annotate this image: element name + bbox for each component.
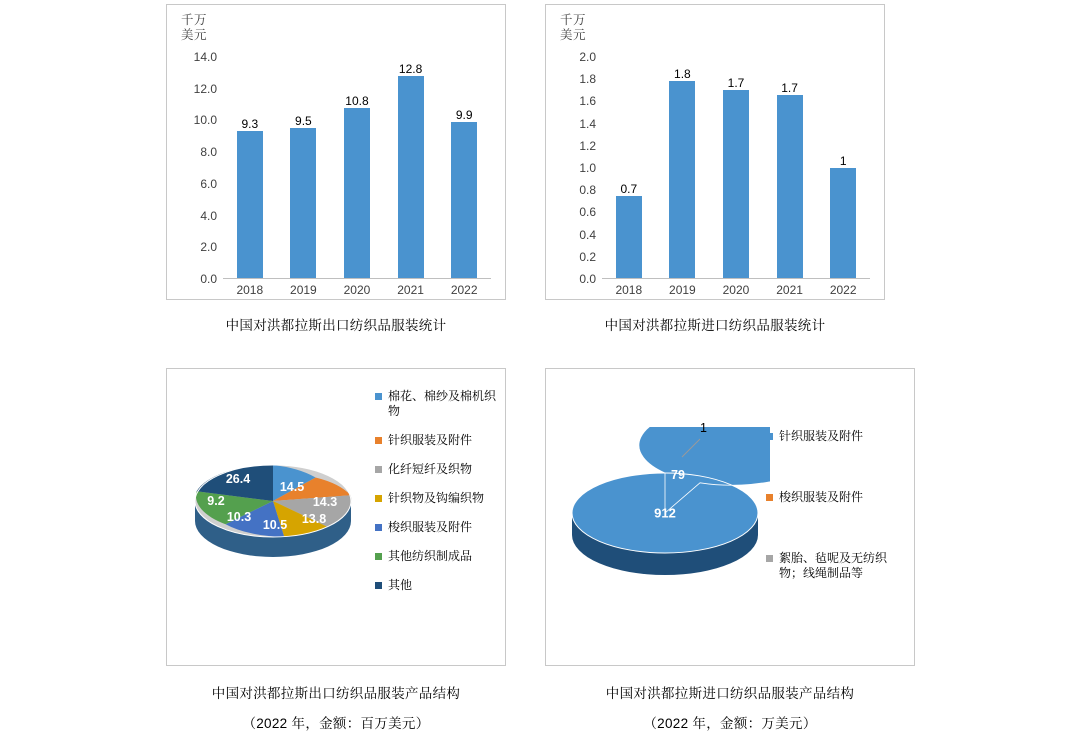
bar-2021 xyxy=(398,76,424,278)
x-label: 2018 xyxy=(236,283,264,297)
export-pie-graphic xyxy=(183,439,363,579)
import-ytick: 2.0 xyxy=(579,50,596,64)
import-ytick: 0.4 xyxy=(579,227,596,242)
legend-label: 絮胎、毡呢及无纺织物；线绳制品等 xyxy=(779,551,888,580)
pie-slice-value: 26.4 xyxy=(225,472,251,486)
bar-2020 xyxy=(344,108,370,278)
legend-label: 梭织服装及附件 xyxy=(388,520,473,534)
export-pie-caption-line1: 中国对洪都拉斯出口纺织品服装产品结构 xyxy=(211,686,461,701)
bar-2021 xyxy=(777,95,803,278)
bar-item xyxy=(763,57,817,278)
legend-item[interactable] xyxy=(375,491,505,506)
x-label: 2021 xyxy=(397,283,424,297)
legend-item[interactable] xyxy=(375,578,505,593)
x-label: 2019 xyxy=(669,283,696,297)
legend-item[interactable] xyxy=(375,433,505,448)
export-pie-legend xyxy=(375,389,505,607)
legend-item[interactable] xyxy=(766,551,906,581)
export-x-axis-labels xyxy=(223,283,491,297)
import-pie-caption-line1: 中国对洪都拉斯进口纺织品服装产品结构 xyxy=(605,686,855,701)
x-label: 2022 xyxy=(829,283,857,297)
bar-item xyxy=(656,57,710,278)
import-x-axis-labels xyxy=(602,283,870,297)
export-chart-unit-label: 千万 美元 xyxy=(181,13,208,42)
legend-item[interactable] xyxy=(375,462,505,477)
import-ytick: 1.8 xyxy=(579,72,596,87)
import-chart-unit-label: 千万 美元 xyxy=(560,13,587,42)
bar-2019 xyxy=(669,81,695,278)
legend-swatch-icon xyxy=(766,494,773,501)
export-ytick: 4.0 xyxy=(200,208,217,223)
bar-item xyxy=(223,57,277,278)
legend-swatch-icon xyxy=(375,466,382,473)
legend-item[interactable] xyxy=(766,490,906,505)
import-bars xyxy=(602,57,870,278)
pie-slice-value: 10.3 xyxy=(226,510,252,524)
legend-label: 梭织服装及附件 xyxy=(779,490,864,504)
export-pie-svg xyxy=(183,439,363,579)
export-bars xyxy=(223,57,491,278)
export-ytick: 10.0 xyxy=(193,113,217,128)
bar-2022 xyxy=(830,168,856,279)
legend-label: 针织物及钩编织物 xyxy=(388,491,485,505)
pie-callout-value: 1 xyxy=(700,421,707,435)
pie-slice-value: 14.5 xyxy=(279,480,305,494)
legend-swatch-icon xyxy=(375,437,382,444)
x-label: 2018 xyxy=(615,283,643,297)
legend-item[interactable] xyxy=(766,429,906,444)
legend-swatch-icon xyxy=(766,433,773,440)
import-bar-chart-panel xyxy=(545,4,885,300)
export-pie-chart-panel xyxy=(166,368,506,666)
export-axis-line xyxy=(223,278,491,279)
pie-slice-value: 9.2 xyxy=(207,494,225,508)
x-label: 2022 xyxy=(450,283,478,297)
bar-2022 xyxy=(451,122,477,278)
bar-value-label: 1 xyxy=(839,153,847,168)
bar-item xyxy=(709,57,763,278)
export-ytick: 6.0 xyxy=(200,176,217,191)
bar-value-label: 9.3 xyxy=(241,117,259,132)
legend-label: 棉花、棉纱及棉机织物 xyxy=(388,389,497,418)
import-pie-chart-panel xyxy=(545,368,915,666)
legend-swatch-icon xyxy=(375,582,382,589)
import-pie-legend xyxy=(766,429,906,595)
import-axis-line xyxy=(602,278,870,279)
import-pie-graphic xyxy=(560,421,770,587)
legend-swatch-icon xyxy=(375,393,382,400)
bar-value-label: 12.8 xyxy=(398,62,423,77)
import-ytick: 1.4 xyxy=(579,116,596,131)
bar-value-label: 1.7 xyxy=(781,80,798,95)
export-ytick: 12.0 xyxy=(193,81,217,96)
export-ytick: 8.0 xyxy=(200,145,217,160)
import-ytick: 0.6 xyxy=(579,205,596,220)
x-label: 2020 xyxy=(722,283,750,297)
bar-value-label: 1.8 xyxy=(674,67,691,82)
export-bar-chart-panel xyxy=(166,4,506,300)
pie-slice-value: 10.5 xyxy=(262,518,288,532)
pie-slice-value: 14.3 xyxy=(312,495,338,509)
import-bar-chart-caption: 中国对洪都拉斯进口纺织品服装统计 xyxy=(604,318,826,333)
bar-value-label: 10.8 xyxy=(345,93,369,108)
x-label: 2021 xyxy=(776,283,803,297)
bar-item xyxy=(384,57,438,278)
bar-value-label: 9.9 xyxy=(455,107,473,122)
export-bar-chart-caption: 中国对洪都拉斯出口纺织品服装统计 xyxy=(225,318,447,333)
bar-item xyxy=(816,57,870,278)
legend-label: 针织服装及附件 xyxy=(779,429,864,443)
export-pie-caption-line2: （2022 年，金额：百万美元） xyxy=(242,716,430,731)
bar-item xyxy=(602,57,656,278)
bar-2019 xyxy=(290,128,316,278)
x-label: 2019 xyxy=(290,283,317,297)
x-label: 2020 xyxy=(343,283,371,297)
pie-slice-value: 13.8 xyxy=(301,512,327,526)
bar-2020 xyxy=(723,90,749,278)
legend-swatch-icon xyxy=(375,524,382,531)
export-ytick: 2.0 xyxy=(200,240,217,255)
legend-item[interactable] xyxy=(375,520,505,535)
export-ytick: 0.0 xyxy=(200,272,217,286)
legend-swatch-icon xyxy=(375,553,382,560)
bar-2018 xyxy=(616,196,642,278)
import-ytick: 1.2 xyxy=(579,138,596,153)
legend-swatch-icon xyxy=(375,495,382,502)
legend-item[interactable] xyxy=(375,389,505,419)
import-ytick: 1.6 xyxy=(579,94,596,109)
bar-item xyxy=(330,57,384,278)
export-ytick: 14.0 xyxy=(193,50,217,64)
bar-item xyxy=(437,57,491,278)
import-ytick: 0.8 xyxy=(579,183,596,198)
legend-label: 其他 xyxy=(388,578,413,592)
bar-2018 xyxy=(237,131,263,278)
import-ytick: 0.0 xyxy=(579,272,596,286)
pie-slice-value-orange: 79 xyxy=(671,468,685,482)
import-pie-caption-line2: （2022 年，金额：万美元） xyxy=(643,716,817,731)
bar-value-label: 9.5 xyxy=(295,113,312,128)
bar-item xyxy=(277,57,331,278)
legend-label: 化纤短纤及织物 xyxy=(388,462,473,476)
import-chart-plot xyxy=(579,50,870,286)
bar-value-label: 1.7 xyxy=(727,76,745,91)
legend-label: 其他纺织制成品 xyxy=(388,549,473,563)
legend-label: 针织服装及附件 xyxy=(388,433,473,447)
import-ytick: 1.0 xyxy=(579,161,596,175)
legend-swatch-icon xyxy=(766,555,773,562)
export-chart-plot xyxy=(193,50,491,286)
import-ytick: 0.2 xyxy=(579,249,596,264)
bar-value-label: 0.7 xyxy=(620,182,638,197)
pie-slice-value-blue: 912 xyxy=(654,505,676,521)
legend-item[interactable] xyxy=(375,549,505,564)
